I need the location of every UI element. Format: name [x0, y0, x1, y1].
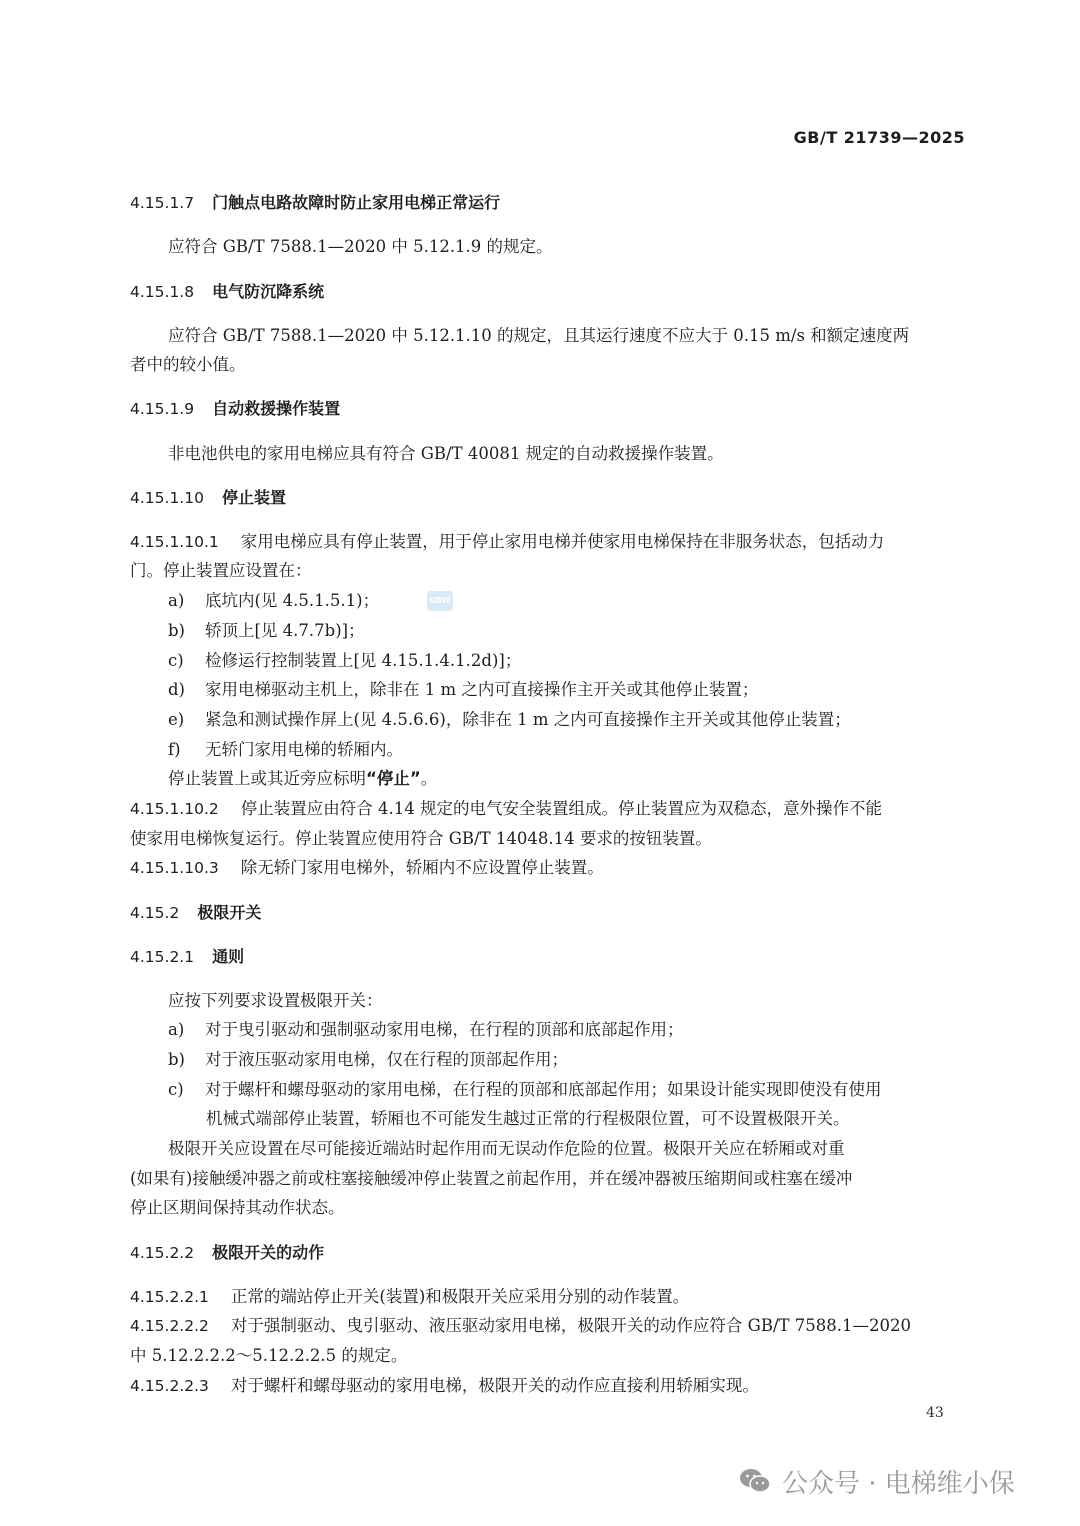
paragraph: 停止装置上或其近旁应标明“停止”。 [168, 769, 438, 788]
heading-4-15-2-1: 4.15.2.1 通则 [130, 947, 245, 966]
paragraph-continuation: (如果有)接触缓冲器之前或柱塞接触缓冲停止装置之前起作用，并在缓冲器被压缩期间或柱塞在缓冲 [130, 1169, 853, 1188]
stamp-icon: GBW [427, 591, 453, 611]
paragraph: 应符合 GB/T 7588.1—2020 中 5.12.1.9 的规定。 [168, 237, 553, 256]
paragraph: 极限开关应设置在尽可能接近端站时起作用而无误动作危险的位置。极限开关应在轿厢或对重 [168, 1139, 845, 1158]
paragraph-continuation: 门。停止装置应设置在： [130, 561, 312, 580]
paragraph: 应符合 GB/T 7588.1—2020 中 5.12.1.10 的规定，且其运行速度不应大于 0.15 m/s 和额定速度两 [168, 326, 910, 345]
list-item: c) 对于螺杆和螺母驱动的家用电梯，在行程的顶部和底部起作用；如果设计能实现即使没有使用 [168, 1080, 882, 1099]
list-item: e) 紧急和测试操作屏上(见 4.5.6.6)，除非在 1 m 之内可直接操作主开关或其他停止装置； [168, 710, 851, 729]
standard-code: GB/T 21739—2025 [793, 128, 965, 147]
list-item: b) 轿顶上[见 4.7.7b)]； [168, 621, 365, 640]
list-item: b) 对于液压驱动家用电梯，仅在行程的顶部起作用； [168, 1050, 568, 1069]
watermark [738, 1463, 1015, 1499]
heading-4-15-2-2: 4.15.2.2 极限开关的动作 [130, 1243, 325, 1262]
list-item: d) 家用电梯驱动主机上，除非在 1 m 之内可直接操作主开关或其他停止装置； [168, 680, 759, 699]
wechat-icon [738, 1466, 772, 1496]
heading-4-15-1-7: 4.15.1.7 门触点电路故障时防止家用电梯正常运行 [130, 193, 501, 212]
clause-4-15-1-10-1: 4.15.1.10.1 家用电梯应具有停止装置，用于停止家用电梯并使家用电梯保持在非服务状态，包括动力 [130, 532, 885, 551]
clause-4-15-1-10-3: 4.15.1.10.3 除无轿门家用电梯外，轿厢内不应设置停止装置。 [130, 858, 604, 877]
paragraph-continuation: 中 5.12.2.2.2～5.12.2.2.5 的规定。 [130, 1346, 408, 1365]
heading-4-15-2: 4.15.2 极限开关 [130, 903, 262, 922]
clause-4-15-1-10-2: 4.15.1.10.2 停止装置应由符合 4.14 规定的电气安全装置组成。停止装置应为双稳态，意外操作不能 [130, 799, 882, 818]
list-item: c) 检修运行控制装置上[见 4.15.1.4.1.2d)]； [168, 651, 522, 670]
heading-4-15-1-9: 4.15.1.9 自动救援操作装置 [130, 399, 341, 418]
paragraph-continuation: 停止区期间保持其动作状态。 [130, 1198, 345, 1217]
list-item: f) 无轿门家用电梯的轿厢内。 [168, 740, 403, 759]
list-item: a) 对于曳引驱动和强制驱动家用电梯，在行程的顶部和底部起作用； [168, 1020, 684, 1039]
list-item: a) 底坑内(见 4.5.1.5.1)； [168, 591, 380, 610]
watermark-text: 公众号 · 电梯维小保 [782, 1468, 1015, 1499]
page-number: 43 [926, 1405, 944, 1421]
heading-4-15-1-10: 4.15.1.10 停止装置 [130, 488, 286, 507]
clause-4-15-2-2-2: 4.15.2.2.2 对于强制驱动、曳引驱动、液压驱动家用电梯，极限开关的动作应符合 GB/T 7588.1—2020 [130, 1316, 911, 1335]
paragraph: 非电池供电的家用电梯应具有符合 GB/T 40081 规定的自动救援操作装置。 [168, 444, 724, 463]
clause-4-15-2-2-3: 4.15.2.2.3 对于螺杆和螺母驱动的家用电梯，极限开关的动作应直接利用轿厢实现。 [130, 1376, 759, 1395]
heading-4-15-1-8: 4.15.1.8 电气防沉降系统 [130, 282, 325, 301]
list-item-continuation: 机械式端部停止装置，轿厢也不可能发生越过正常的行程极限位置，可不设置极限开关。 [206, 1109, 850, 1128]
clause-4-15-2-2-1: 4.15.2.2.1 正常的端站停止开关(装置)和极限开关应采用分别的动作装置。 [130, 1287, 690, 1306]
paragraph-continuation: 者中的较小值。 [130, 355, 246, 374]
paragraph-continuation: 使家用电梯恢复运行。停止装置应使用符合 GB/T 14048.14 要求的按钮装置。 [130, 829, 712, 848]
paragraph: 应按下列要求设置极限开关： [168, 991, 383, 1010]
